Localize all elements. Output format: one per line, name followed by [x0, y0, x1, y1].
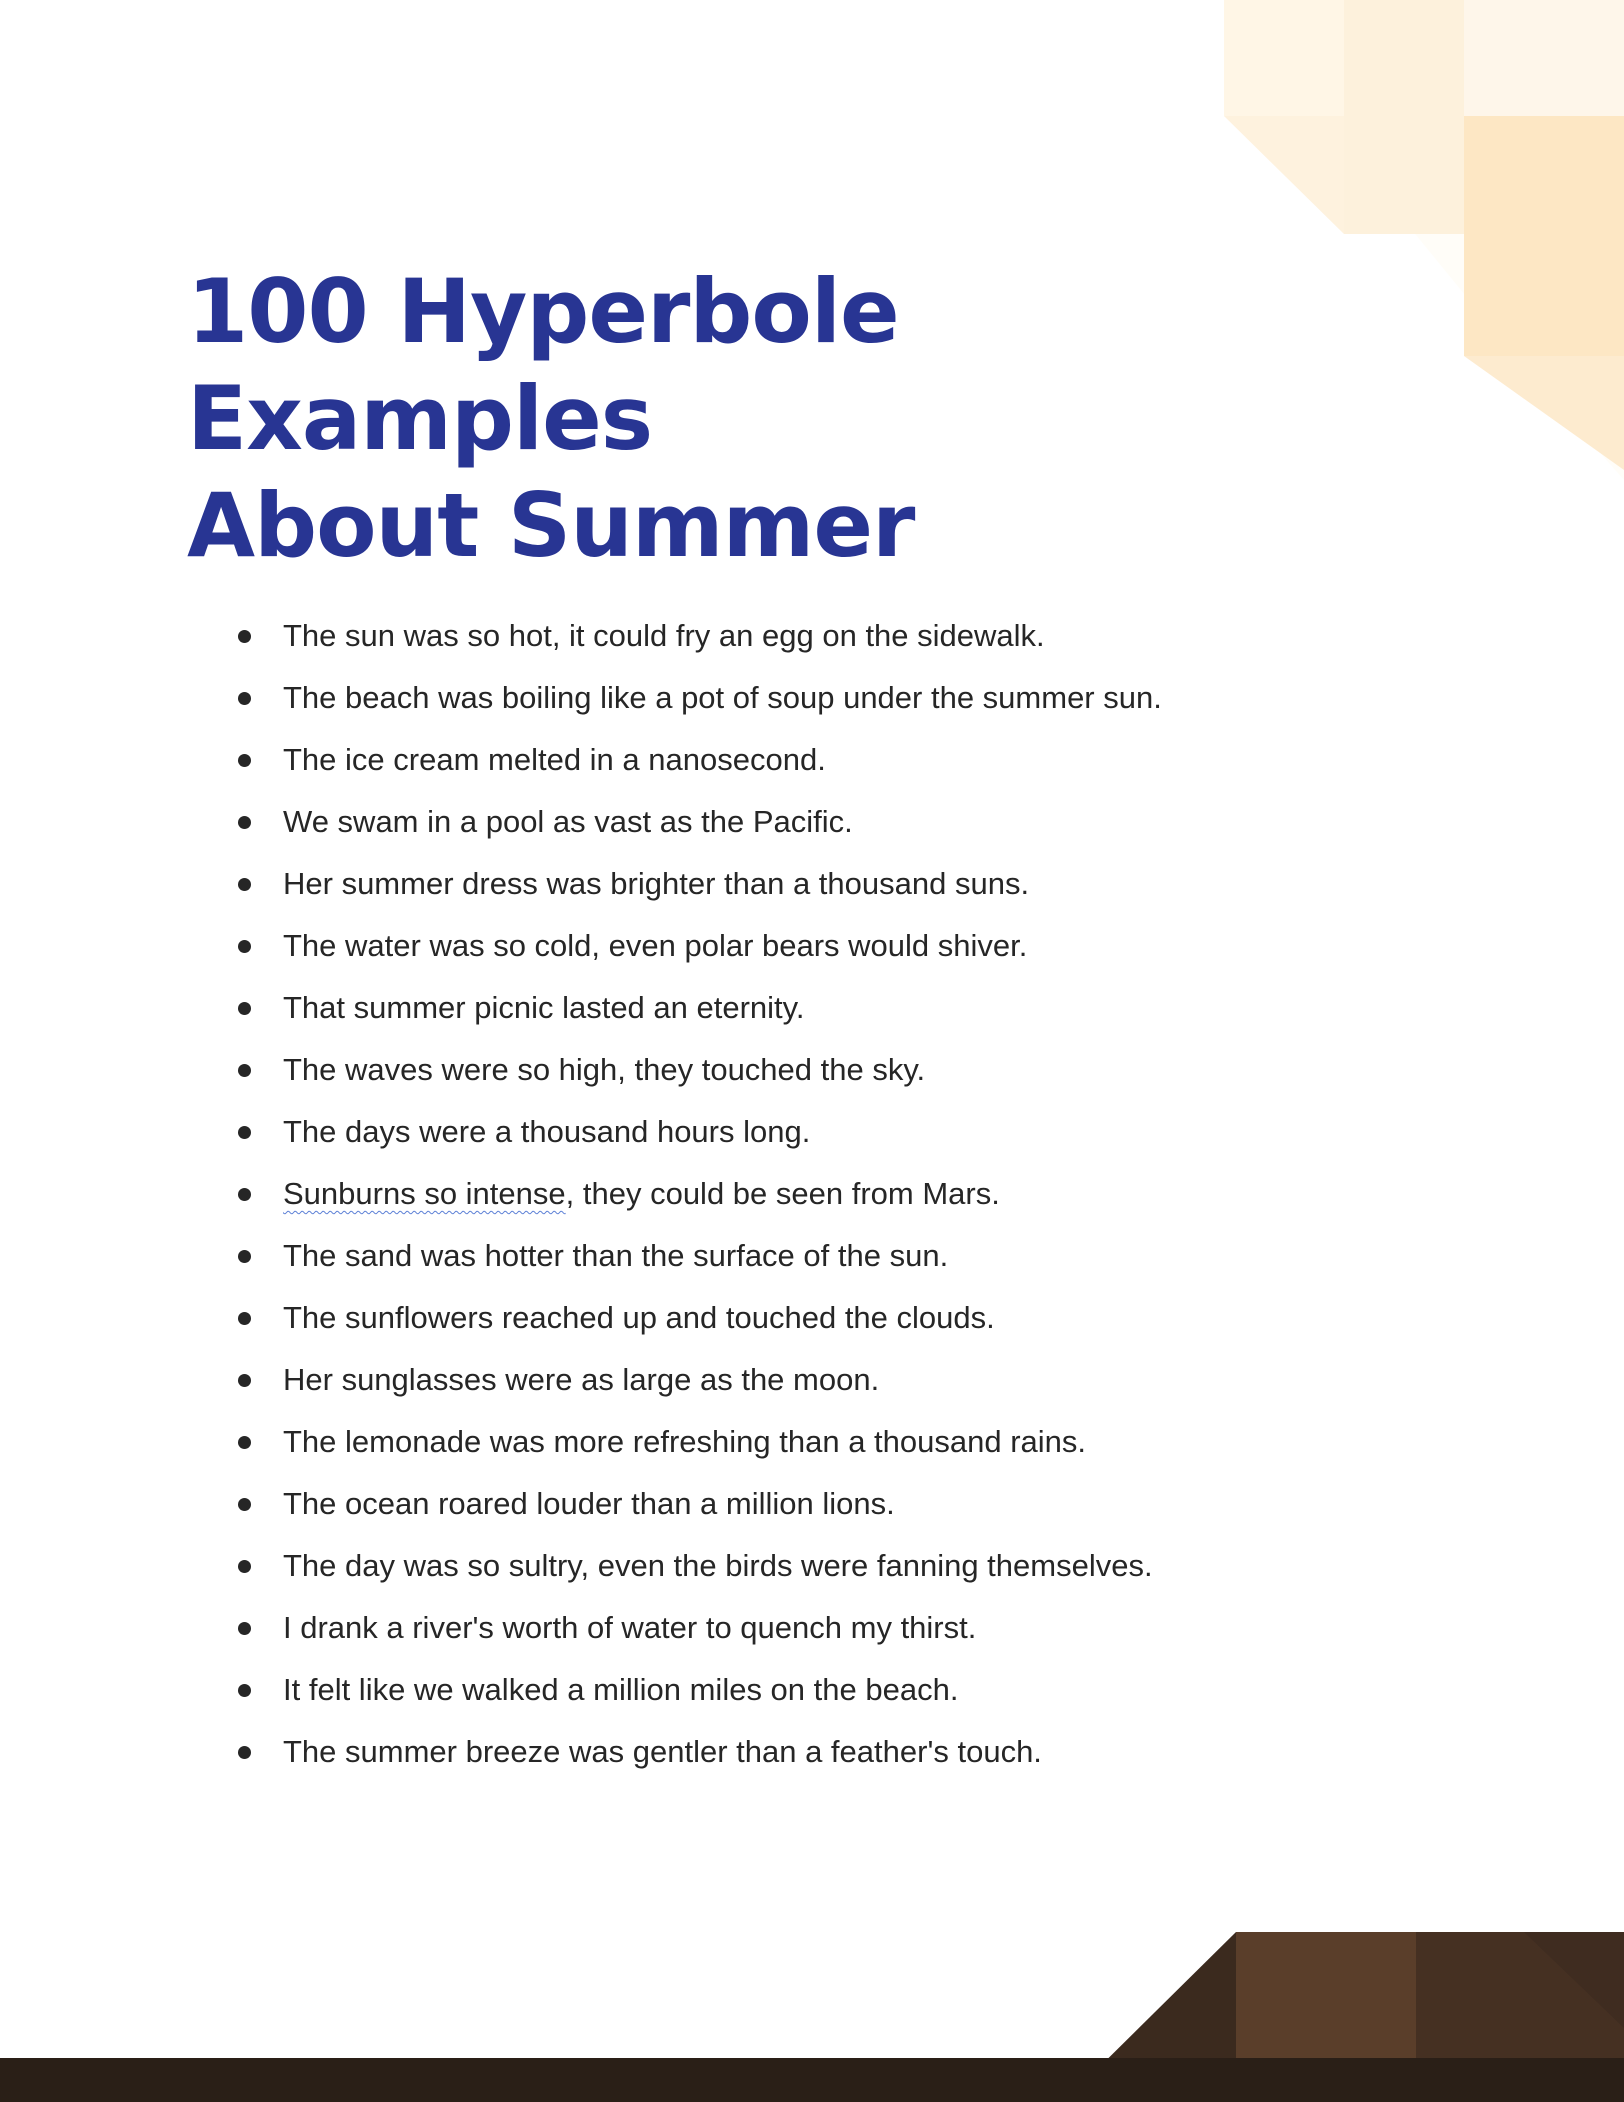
- list-item: [0, 1287, 1162, 1349]
- example-text: The waves were so high, they touched the sky.: [283, 1052, 926, 1087]
- example-text: The ocean roared louder than a million lions.: [283, 1486, 895, 1521]
- example-text: The sun was so hot, it could fry an egg on the sidewalk.: [283, 618, 1045, 653]
- list-item: [0, 1597, 1162, 1659]
- list-item: [0, 1721, 1162, 1783]
- example-text: It felt like we walked a million miles on the beach.: [283, 1672, 959, 1707]
- page-title: 100 Hyperbole Examples About Summer: [187, 260, 915, 577]
- example-text: , they could be seen from Mars.: [565, 1176, 1000, 1211]
- example-text: The summer breeze was gentler than a feather's touch.: [283, 1734, 1042, 1769]
- list-item: [0, 915, 1162, 977]
- list-item: [0, 1411, 1162, 1473]
- list-item: [0, 605, 1162, 667]
- example-text: Her summer dress was brighter than a thousand suns.: [283, 866, 1030, 901]
- list-item: [0, 729, 1162, 791]
- list-item: [0, 1225, 1162, 1287]
- example-text: The days were a thousand hours long.: [283, 1114, 811, 1149]
- list-item-spellcheck-flagged: [0, 1163, 1162, 1225]
- bullet-icon: [238, 1498, 251, 1511]
- bullet-icon: [238, 1560, 251, 1573]
- list-item: [0, 1101, 1162, 1163]
- example-text: The beach was boiling like a pot of soup under the summer sun.: [283, 680, 1162, 715]
- bullet-icon: [238, 630, 251, 643]
- bullet-icon: [238, 1622, 251, 1635]
- example-text: The lemonade was more refreshing than a thousand rains.: [283, 1424, 1087, 1459]
- example-text: The sunflowers reached up and touched the clouds.: [283, 1300, 995, 1335]
- example-text: I drank a river's worth of water to quench my thirst.: [283, 1610, 977, 1645]
- example-text: We swam in a pool as vast as the Pacific.: [283, 804, 853, 839]
- example-text: That summer picnic lasted an eternity.: [283, 990, 805, 1025]
- list-item: [0, 1473, 1162, 1535]
- bullet-icon: [238, 692, 251, 705]
- bullet-icon: [238, 816, 251, 829]
- bullet-icon: [238, 878, 251, 891]
- bullet-icon: [238, 1746, 251, 1759]
- example-text: The ice cream melted in a nanosecond.: [283, 742, 826, 777]
- bullet-icon: [238, 754, 251, 767]
- bullet-icon: [238, 1002, 251, 1015]
- list-item: [0, 853, 1162, 915]
- list-item: [0, 1535, 1162, 1597]
- list-item: [0, 1349, 1162, 1411]
- list-item: [0, 1039, 1162, 1101]
- bullet-icon: [238, 1064, 251, 1077]
- spellcheck-flagged-text[interactable]: Sunburns so intense: [283, 1176, 566, 1211]
- example-text: The water was so cold, even polar bears would shiver.: [283, 928, 1028, 963]
- bullet-icon: [238, 1436, 251, 1449]
- list-item: [0, 791, 1162, 853]
- example-text: The sand was hotter than the surface of the sun.: [283, 1238, 949, 1273]
- list-item: [0, 1659, 1162, 1721]
- bullet-icon: [238, 1374, 251, 1387]
- bullet-icon: [238, 1188, 251, 1201]
- example-text: Her sunglasses were as large as the moon.: [283, 1362, 880, 1397]
- bullet-icon: [238, 1250, 251, 1263]
- bullet-icon: [238, 1312, 251, 1325]
- list-item: [0, 667, 1162, 729]
- footer-bar: [0, 2058, 1624, 2102]
- decorative-top-corner-pattern: [1224, 0, 1624, 480]
- bullet-icon: [238, 940, 251, 953]
- example-text: The day was so sultry, even the birds were fanning themselves.: [283, 1548, 1153, 1583]
- list-item: [0, 977, 1162, 1039]
- hyperbole-list: [0, 605, 1162, 1783]
- bullet-icon: [238, 1684, 251, 1697]
- bullet-icon: [238, 1126, 251, 1139]
